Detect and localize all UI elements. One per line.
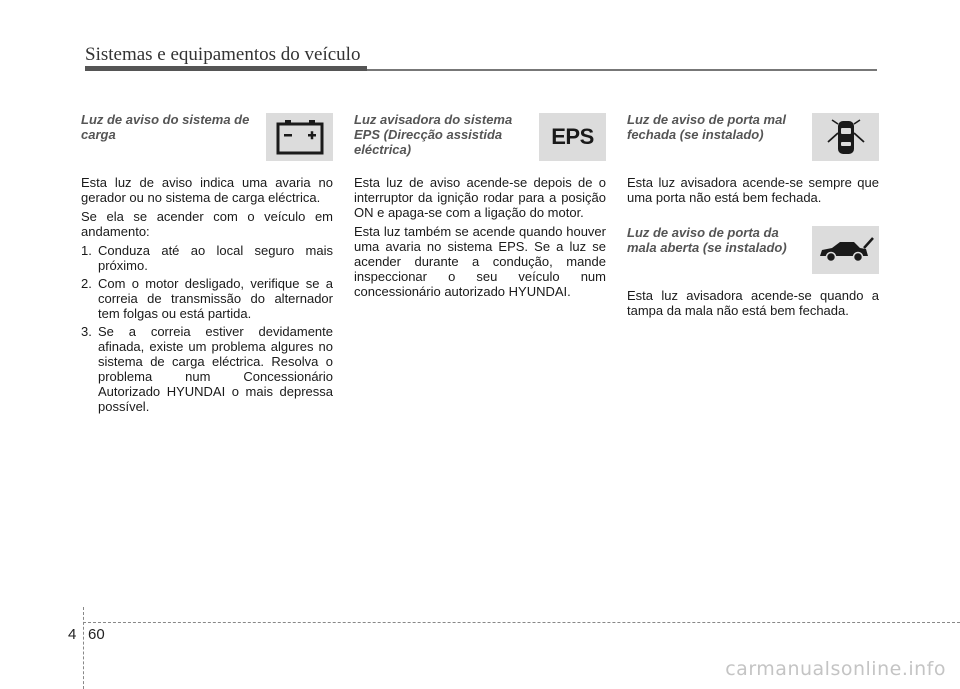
section-title-eps: Luz avisadora do sistema EPS (Direcção assistida eléctrica) bbox=[354, 112, 513, 157]
paragraph: Esta luz de aviso acende-se depois de o interruptor da ignição rodar para a posição ON e apaga-se com a ligação do motor. bbox=[354, 175, 606, 220]
trunk-open-icon bbox=[812, 226, 879, 274]
header-rule bbox=[367, 69, 877, 71]
section-header-charging bbox=[81, 112, 333, 162]
section-header-door bbox=[627, 112, 879, 162]
paragraph: Esta luz também se acende quando houver uma avaria no sistema EPS. Se a luz se acender durante a condução, mande inspeccionar o seu veículo num concessionário autorizado HYUNDAI. bbox=[354, 224, 606, 299]
footer-horizontal-rule bbox=[83, 622, 960, 623]
section-title-charging: Luz de aviso do sistema de carga bbox=[81, 112, 250, 142]
page-number: 60 bbox=[88, 626, 105, 643]
paragraph: Esta luz avisadora acende-se quando a tampa da mala não está bem fechada. bbox=[627, 288, 879, 318]
section-header-trunk bbox=[627, 225, 879, 275]
page-header-title: Sistemas e equipamentos do veículo bbox=[85, 44, 361, 65]
column-eps-warning bbox=[354, 112, 606, 303]
paragraph: Esta luz avisadora acende-se sempre que uma porta não está bem fechada. bbox=[627, 175, 879, 205]
door-open-icon bbox=[812, 113, 879, 161]
eps-icon: EPS bbox=[539, 113, 606, 161]
chapter-number: 4 bbox=[68, 626, 77, 643]
battery-icon bbox=[266, 113, 333, 161]
column-charging-warning bbox=[81, 112, 333, 417]
steps-list bbox=[81, 243, 333, 414]
column-door-warnings bbox=[627, 112, 879, 322]
list-item: 1. Conduza até ao local seguro mais próximo. bbox=[81, 243, 333, 273]
watermark: carmanualsonline.info bbox=[725, 658, 946, 680]
footer-vertical-rule bbox=[83, 607, 84, 689]
header-bar bbox=[85, 66, 367, 71]
section-title-trunk: Luz de aviso de porta da mala aberta (se instalado) bbox=[627, 225, 787, 255]
section-header-eps bbox=[354, 112, 606, 162]
list-item: 2. Com o motor desligado, verifique se a correia de transmissão do alternador tem folgas ou está partida. bbox=[81, 276, 333, 321]
list-item: 3. Se a correia estiver devidamente afinada, existe um problema algures no sistema de carga eléctrica. Resolva o problema num Concessionário Autorizado HYUNDAI o mais depressa possível. bbox=[81, 324, 333, 414]
paragraph: Esta luz de aviso indica uma avaria no gerador ou no sistema de carga eléctrica. bbox=[81, 175, 333, 205]
section-title-door: Luz de aviso de porta mal fechada (se instalado) bbox=[627, 112, 786, 142]
paragraph: Se ela se acender com o veículo em andamento: bbox=[81, 209, 333, 239]
